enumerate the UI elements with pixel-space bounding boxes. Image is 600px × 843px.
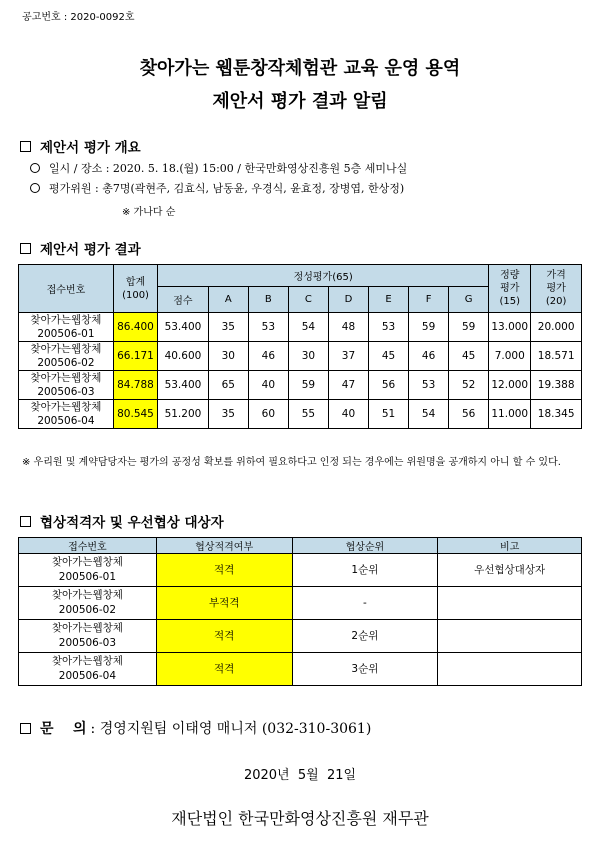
header-score: 점수 xyxy=(158,287,209,313)
header-evaluator-c: C xyxy=(288,287,328,313)
cell-eval: 30 xyxy=(288,342,328,371)
cell-eval: 48 xyxy=(328,313,368,342)
cell-remarks xyxy=(438,653,582,686)
cell-eligibility: 부적격 xyxy=(156,587,292,620)
committee-text: 평가위원 : 총7명(곽현주, 김효식, 남동윤, 우경식, 윤효정, 장병엽, 한상정) xyxy=(49,182,405,195)
cell-eval: 35 xyxy=(208,313,248,342)
contact-value: : 경영지원팀 이태영 매니저 (032-310-3061) xyxy=(90,721,372,737)
cell-eval: 52 xyxy=(449,371,489,400)
cell-eval: 60 xyxy=(248,400,288,429)
cell-score: 53.400 xyxy=(158,371,209,400)
cell-name: 찾아가는웹창체 200506-01 xyxy=(19,313,114,342)
document-title: 찾아가는 웹툰창작체험관 교육 운영 용역 xyxy=(139,58,461,79)
cell-eval: 65 xyxy=(208,371,248,400)
cell-name: 찾아가는웹창체 200506-03 xyxy=(19,371,114,400)
cell-eval: 56 xyxy=(368,371,408,400)
cell-name: 찾아가는웹창체 200506-04 xyxy=(19,400,114,429)
section-negotiation-title: 협상적격자 및 우선협상 대상자 xyxy=(40,515,224,531)
cell-eval: 46 xyxy=(409,342,449,371)
cell-eval: 47 xyxy=(328,371,368,400)
header-id: 접수번호 xyxy=(19,265,114,313)
table-row xyxy=(19,400,582,429)
header-quantitative: 정량 평가 (15) xyxy=(489,265,531,313)
contact-label: 문 의 xyxy=(40,721,87,737)
cell-score: 53.400 xyxy=(158,313,209,342)
cell-eval: 40 xyxy=(248,371,288,400)
header-qualitative: 정성평가(65) xyxy=(158,265,489,287)
results-footnote: ※ 우리원 및 계약담당자는 평가의 공정성 확보를 위하여 필요하다고 인정 되는 경우에는 위원명을 공개하지 아니 할 수 있다. xyxy=(22,457,561,468)
cell-name: 찾아가는웹창체 200506-02 xyxy=(19,587,157,620)
header-id: 접수번호 xyxy=(19,538,157,554)
notice-number: 공고번호 : 2020-0092호 xyxy=(22,12,135,23)
cell-eval: 51 xyxy=(368,400,408,429)
negotiation-table xyxy=(18,537,582,686)
cell-eval: 45 xyxy=(449,342,489,371)
section-overview-title: 제안서 평가 개요 xyxy=(40,140,141,156)
cell-eligibility: 적격 xyxy=(156,554,292,587)
issue-date: 2020년 5월 21일 xyxy=(243,768,357,783)
cell-price: 18.345 xyxy=(531,400,582,429)
cell-eval: 37 xyxy=(328,342,368,371)
cell-eligibility: 적격 xyxy=(156,620,292,653)
table-row xyxy=(19,620,582,653)
circle-bullet-icon xyxy=(30,163,40,173)
header-eligibility: 협상적격여부 xyxy=(156,538,292,554)
cell-eval: 45 xyxy=(368,342,408,371)
header-evaluator-g: G xyxy=(449,287,489,313)
schedule-line xyxy=(30,160,407,176)
cell-name: 찾아가는웹창체 200506-04 xyxy=(19,653,157,686)
cell-total: 86.400 xyxy=(113,313,157,342)
checkbox-square-icon xyxy=(20,141,31,152)
section-overview-heading xyxy=(20,136,141,156)
circle-bullet-icon xyxy=(30,183,40,193)
cell-remarks xyxy=(438,587,582,620)
cell-quant: 12.000 xyxy=(489,371,531,400)
header-evaluator-d: D xyxy=(328,287,368,313)
cell-rank: - xyxy=(292,587,438,620)
header-total: 합계 (100) xyxy=(113,265,157,313)
checkbox-square-icon xyxy=(20,723,31,734)
cell-eval: 59 xyxy=(449,313,489,342)
contact-line xyxy=(20,718,371,738)
evaluation-results-table xyxy=(18,264,582,429)
header-evaluator-f: F xyxy=(409,287,449,313)
table-row xyxy=(19,313,582,342)
cell-eval: 59 xyxy=(409,313,449,342)
issuing-organization: 재단법인 한국만화영상진흥원 재무관 xyxy=(171,809,429,828)
cell-price: 19.388 xyxy=(531,371,582,400)
cell-total: 84.788 xyxy=(113,371,157,400)
cell-total: 66.171 xyxy=(113,342,157,371)
cell-price: 20.000 xyxy=(531,313,582,342)
cell-eval: 56 xyxy=(449,400,489,429)
table-row xyxy=(19,587,582,620)
cell-eval: 53 xyxy=(368,313,408,342)
cell-eval: 55 xyxy=(288,400,328,429)
cell-score: 40.600 xyxy=(158,342,209,371)
cell-eval: 54 xyxy=(288,313,328,342)
committee-line xyxy=(30,180,404,196)
header-price: 가격 평가 (20) xyxy=(531,265,582,313)
cell-rank: 1순위 xyxy=(292,554,438,587)
cell-score: 51.200 xyxy=(158,400,209,429)
header-rank: 협상순위 xyxy=(292,538,438,554)
table-row xyxy=(19,342,582,371)
cell-eval: 54 xyxy=(409,400,449,429)
cell-eligibility: 적격 xyxy=(156,653,292,686)
cell-eval: 59 xyxy=(288,371,328,400)
cell-eval: 30 xyxy=(208,342,248,371)
table-row xyxy=(19,371,582,400)
cell-quant: 13.000 xyxy=(489,313,531,342)
header-remarks: 비고 xyxy=(438,538,582,554)
cell-rank: 2순위 xyxy=(292,620,438,653)
header-evaluator-e: E xyxy=(368,287,408,313)
cell-eval: 35 xyxy=(208,400,248,429)
cell-name: 찾아가는웹창체 200506-02 xyxy=(19,342,114,371)
cell-eval: 53 xyxy=(409,371,449,400)
cell-eval: 46 xyxy=(248,342,288,371)
cell-name: 찾아가는웹창체 200506-03 xyxy=(19,620,157,653)
checkbox-square-icon xyxy=(20,243,31,254)
cell-remarks: 우선협상대상자 xyxy=(438,554,582,587)
table-row xyxy=(19,554,582,587)
cell-remarks xyxy=(438,620,582,653)
section-results-heading xyxy=(20,238,141,258)
cell-eval: 40 xyxy=(328,400,368,429)
cell-quant: 11.000 xyxy=(489,400,531,429)
checkbox-square-icon xyxy=(20,516,31,527)
header-evaluator-a: A xyxy=(208,287,248,313)
order-note: ※ 가나다 순 xyxy=(122,207,176,218)
cell-price: 18.571 xyxy=(531,342,582,371)
section-negotiation-heading xyxy=(20,511,224,531)
table-row xyxy=(19,653,582,686)
cell-rank: 3순위 xyxy=(292,653,438,686)
cell-total: 80.545 xyxy=(113,400,157,429)
header-evaluator-b: B xyxy=(248,287,288,313)
cell-eval: 53 xyxy=(248,313,288,342)
cell-quant: 7.000 xyxy=(489,342,531,371)
document-subtitle: 제안서 평가 결과 알림 xyxy=(212,91,388,112)
schedule-text: 일시 / 장소 : 2020. 5. 18.(월) 15:00 / 한국만화영상진흥원 5층 세미나실 xyxy=(49,162,408,175)
section-results-title: 제안서 평가 결과 xyxy=(40,242,141,258)
cell-name: 찾아가는웹창체 200506-01 xyxy=(19,554,157,587)
